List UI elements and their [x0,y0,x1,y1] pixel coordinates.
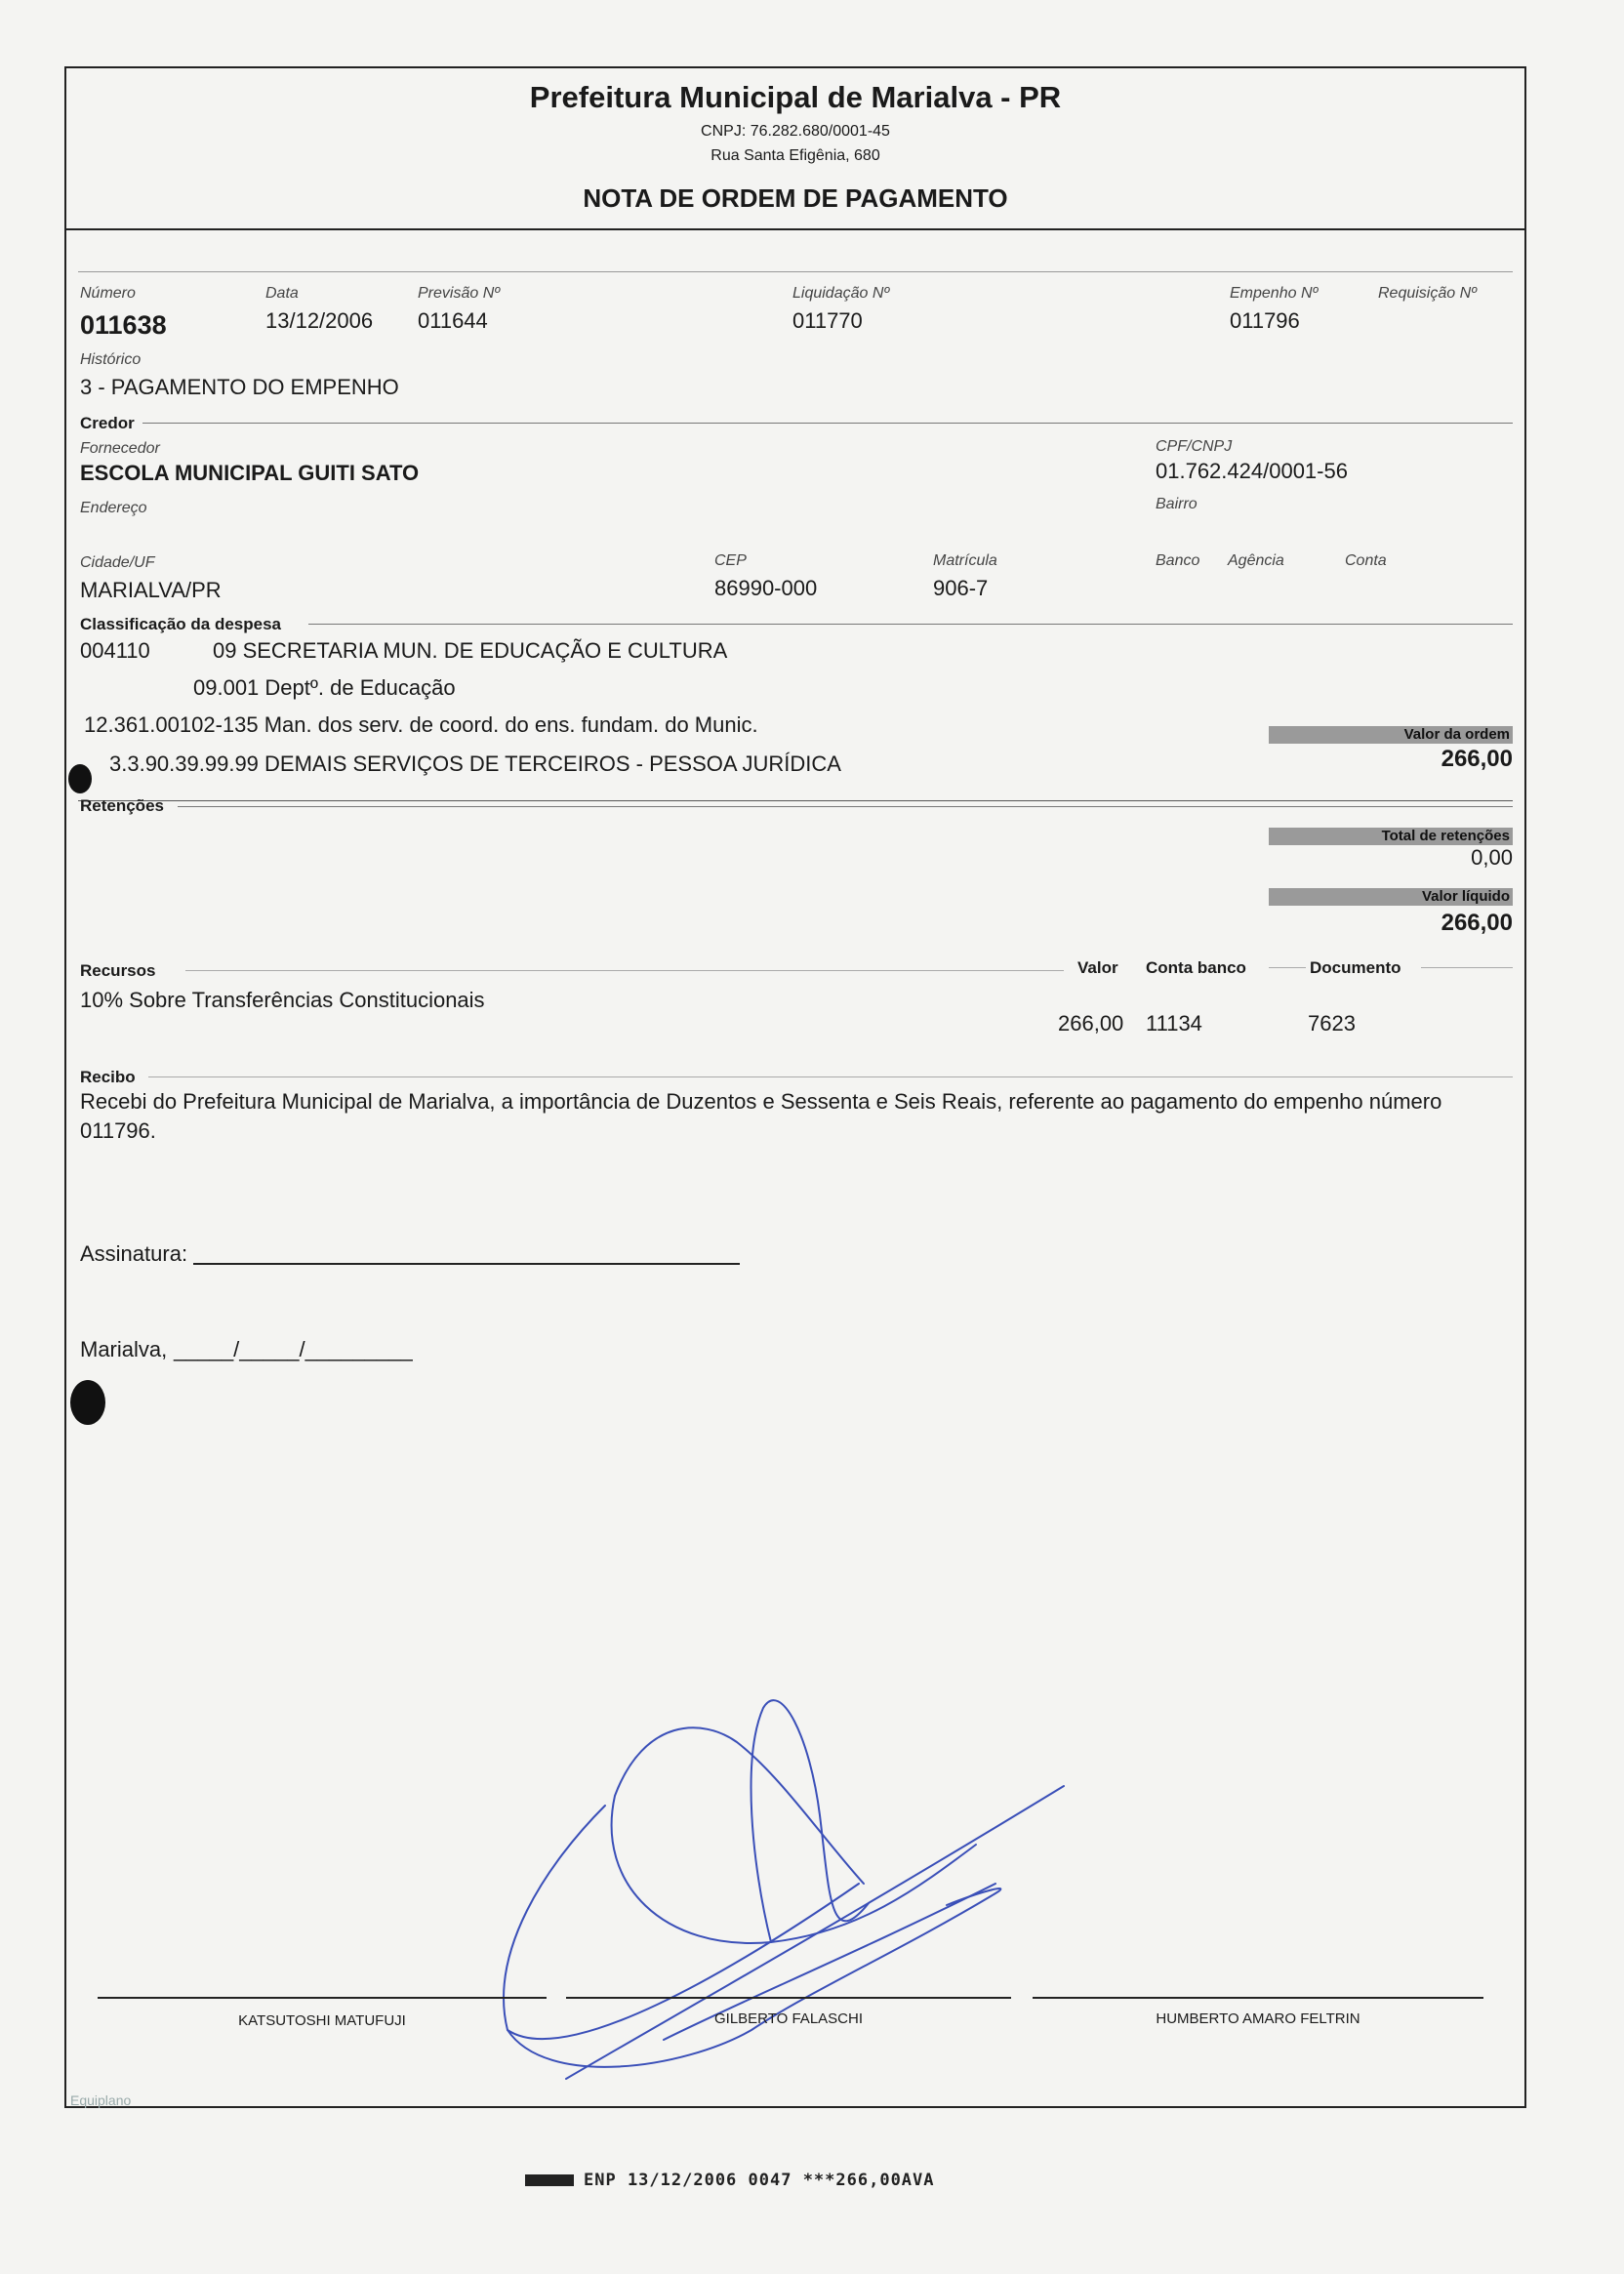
signature-line-3 [1033,1997,1483,1999]
classificacao-code: 004110 [80,638,150,663]
signature-line-1 [98,1997,547,1999]
valor-ordem-bar [1269,726,1513,744]
recibo-rule [148,1076,1513,1077]
valor-ordem-value: 266,00 [1441,746,1513,772]
recibo-text-line2: 011796. [80,1118,156,1143]
equiplano-brand: Equiplano [70,2092,132,2108]
recursos-section-title: Recursos [80,961,156,980]
stamp-text: ENP 13/12/2006 0047 ***266,00AVA [584,2171,935,2190]
recibo-text-line1: Recebi do Prefeitura Municipal de Marialva, a importância de Duzentos e Sessenta e Seis Reais, referente ao pagamento do empenho número [80,1089,1442,1114]
signature-line-2 [566,1997,1011,1999]
historico-value: 3 - PAGAMENTO DO EMPENHO [80,375,399,399]
recursos-rule-3 [1421,967,1513,968]
classificacao-rule [308,624,1513,625]
valor-ordem-label: Valor da ordem [1403,726,1510,743]
numero-label: Número [80,285,136,302]
assinatura-line [193,1263,740,1265]
previsao-value: 011644 [418,308,488,333]
valor-liquido-value: 266,00 [1441,910,1513,936]
numero-value: 011638 [80,310,167,340]
total-retencoes-value: 0,00 [1471,845,1513,870]
liquidacao-value: 011770 [792,308,863,333]
credor-section-title: Credor [80,414,135,432]
document-title: NOTA DE ORDEM DE PAGAMENTO [583,183,1008,213]
departamento-text: 09.001 Deptº. de Educação [193,675,456,700]
cidade-value: MARIALVA/PR [80,578,222,602]
signatory-name-1: KATSUTOSHI MATUFUJI [238,2012,406,2029]
recursos-valor-label: Valor [1077,958,1118,977]
recursos-valor: 266,00 [1058,1011,1124,1035]
address-text: Rua Santa Efigênia, 680 [710,147,880,164]
assinatura-label: Assinatura: [80,1241,188,1266]
total-retencoes-label: Total de retenções [1381,828,1510,844]
data-value: 13/12/2006 [265,308,374,333]
recursos-rule-2 [1269,967,1306,968]
cep-value: 86990-000 [714,576,818,600]
valor-liquido-bar [1269,888,1513,906]
retencoes-top-rule [78,800,1513,801]
bairro-label: Bairro [1156,496,1198,512]
secretaria-text: 09 SECRETARIA MUN. DE EDUCAÇÃO E CULTURA [213,638,728,663]
cnpj-text: CNPJ: 76.282.680/0001-45 [701,123,890,140]
previsao-label: Previsão Nº [418,285,501,302]
agencia-label: Agência [1228,552,1284,569]
historico-label: Histórico [80,351,142,368]
local-label: Marialva, [80,1337,168,1361]
requisicao-label: Requisição Nº [1378,285,1477,302]
total-retencoes-bar [1269,828,1513,845]
recursos-documento: 7623 [1308,1011,1356,1035]
retencoes-section-title: Retenções [80,796,164,815]
signatory-name-2: GILBERTO FALASCHI [714,2010,863,2027]
date-fill-blanks: _____/_____/_________ [174,1337,413,1361]
conta-label: Conta [1345,552,1387,569]
data-label: Data [265,285,299,302]
retencoes-rule [178,806,1513,807]
cidade-label: Cidade/UF [80,554,155,571]
punch-hole-mark [68,764,92,793]
fornecedor-value: ESCOLA MUNICIPAL GUITI SATO [80,461,420,485]
recursos-descricao: 10% Sobre Transferências Constitucionais [80,988,485,1012]
recursos-conta: 11134 [1146,1011,1202,1035]
cep-label: CEP [714,552,747,569]
signatory-name-3: HUMBERTO AMARO FELTRIN [1156,2010,1360,2027]
recursos-conta-label: Conta banco [1146,958,1246,977]
classificacao-section-title: Classificação da despesa [80,615,282,633]
elemento-text: 3.3.90.39.99.99 DEMAIS SERVIÇOS DE TERCEIROS - PESSOA JURÍDICA [109,751,841,776]
stamp-logo-icon [525,2174,574,2186]
matricula-label: Matrícula [933,552,997,569]
valor-liquido-label: Valor líquido [1421,888,1510,905]
punch-hole-mark [70,1380,105,1425]
credor-rule [142,423,1513,424]
recibo-section-title: Recibo [80,1068,136,1086]
fornecedor-label: Fornecedor [80,440,160,457]
empenho-value: 011796 [1230,308,1300,333]
cpf-value: 01.762.424/0001-56 [1156,459,1348,483]
page-title: Prefeitura Municipal de Marialva - PR [529,80,1062,114]
empenho-label: Empenho Nº [1230,285,1319,302]
matricula-value: 906-7 [933,576,989,600]
top-rule [78,271,1513,272]
header-divider [64,228,1526,230]
recursos-rule [185,970,1064,971]
liquidacao-label: Liquidação Nº [792,285,890,302]
bank-authentication-stamp [525,2171,935,2190]
banco-label: Banco [1156,552,1200,569]
programa-text: 12.361.00102-135 Man. dos serv. de coord. do ens. fundam. do Munic. [84,712,758,737]
cpf-label: CPF/CNPJ [1156,438,1233,455]
endereco-label: Endereço [80,500,147,516]
recursos-documento-label: Documento [1310,958,1401,977]
